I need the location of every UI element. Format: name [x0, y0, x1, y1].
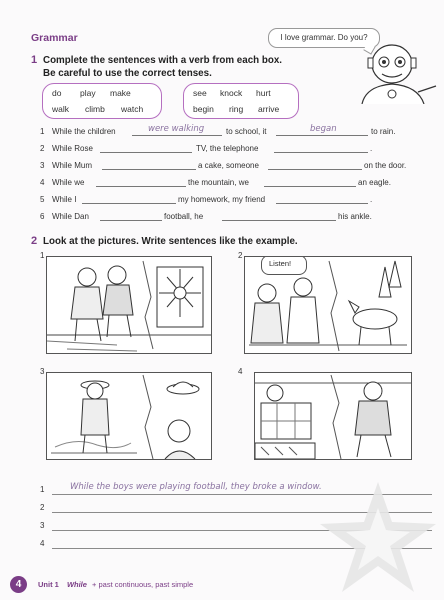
sentence-2-blank-2[interactable]: [274, 143, 368, 153]
sentence-1-part-b: to school, it: [226, 127, 267, 136]
sentence-1-part-a: While the children: [52, 127, 116, 136]
sentence-5-blank-1[interactable]: [82, 194, 176, 204]
footer-topic-rest: + past continuous, past simple: [92, 580, 194, 589]
exercise-2-number: 2: [31, 235, 38, 247]
exercise-1-instruction-line2: Be careful to use the correct tenses.: [43, 68, 212, 79]
answer-line-1-example: While the boys were playing football, they broke a window.: [70, 482, 322, 492]
verb-box2-word: hurt: [256, 88, 271, 98]
sentence-4-blank-2[interactable]: [264, 177, 356, 187]
exercise-1-instruction-line1: Complete the sentences with a verb from each box.: [43, 55, 283, 66]
picture-2-speech-text: Listen!: [269, 259, 292, 268]
sentence-6-part-b: football, he: [164, 212, 204, 221]
sentence-3-part-c: on the door.: [364, 161, 407, 170]
sentence-4-part-c: an eagle.: [358, 178, 391, 187]
sentence-4-part-a: While we: [52, 178, 85, 187]
sentence-3-part-a: While Mum: [52, 161, 93, 170]
sentence-4-part-b: the mountain, we: [188, 178, 249, 187]
picture-1-number: 1: [40, 251, 45, 260]
sentence-3-part-b: a cake, someone: [198, 161, 259, 170]
sentence-5-part-c: .: [370, 195, 373, 204]
sentence-6-part-a: While Dan: [52, 212, 89, 221]
sentence-1-answer-2: began: [310, 124, 337, 134]
answer-line-4-number: 4: [40, 539, 45, 548]
sentence-6-number: 6: [40, 212, 45, 221]
sentence-2-part-c: .: [370, 144, 373, 153]
sentence-2-part-b: TV, the telephone: [196, 144, 259, 153]
sentence-2-part-a: While Rose: [52, 144, 93, 153]
sentence-5-blank-2[interactable]: [276, 194, 368, 204]
verb-box2-word: see: [193, 88, 207, 98]
page-number-badge: 4: [10, 576, 27, 593]
verb-box1-word: play: [80, 88, 96, 98]
picture-2-number: 2: [238, 251, 243, 260]
sentence-5-part-a: While I: [52, 195, 77, 204]
answer-line-2-number: 2: [40, 503, 45, 512]
answer-line-3-number: 3: [40, 521, 45, 530]
footer-unit: Unit 1: [38, 580, 59, 589]
verb-box2-word: arrive: [258, 104, 280, 114]
section-title: Grammar: [31, 32, 78, 44]
picture-3-number: 3: [40, 367, 45, 376]
picture-1-boys-football-window: [46, 256, 212, 354]
sentence-5-part-b: my homework, my friend: [178, 195, 266, 204]
sentence-5-number: 5: [40, 195, 45, 204]
picture-4-market-scene: [254, 372, 412, 460]
sentence-2-blank-1[interactable]: [100, 143, 192, 153]
sentence-3-number: 3: [40, 161, 45, 170]
picture-4-number: 4: [238, 367, 243, 376]
sentence-4-number: 4: [40, 178, 45, 187]
sentence-6-blank-2[interactable]: [222, 211, 336, 221]
picture-2-children-wolf: [244, 256, 412, 354]
sentence-2-number: 2: [40, 144, 45, 153]
sentence-1-number: 1: [40, 127, 45, 136]
picture-3-man-ufo: [46, 372, 212, 460]
sentence-1-part-c: to rain.: [371, 127, 396, 136]
sentence-3-blank-1[interactable]: [102, 160, 196, 170]
verb-box1-word: do: [52, 88, 62, 98]
sentence-1-answer-1: were walking: [148, 124, 205, 134]
exercise-1-number: 1: [31, 54, 38, 66]
speech-bubble: I love grammar. Do you?: [268, 28, 380, 48]
sentence-3-blank-2[interactable]: [268, 160, 362, 170]
answer-line-1-number: 1: [40, 485, 45, 494]
verb-box1-word: walk: [52, 104, 70, 114]
verb-box1-word: watch: [121, 104, 144, 114]
verb-box2-word: knock: [220, 88, 243, 98]
sentence-6-part-c: his ankle.: [338, 212, 372, 221]
verb-box1-word: make: [110, 88, 131, 98]
footer-topic-italic: While: [66, 580, 87, 589]
sentence-4-blank-1[interactable]: [96, 177, 186, 187]
verb-box2-word: ring: [229, 104, 244, 114]
verb-box2-word: begin: [193, 104, 214, 114]
footer-unit-label: [38, 580, 193, 589]
verb-box1-word: climb: [85, 104, 105, 114]
exercise-2-instruction: Look at the pictures. Write sentences like the example.: [43, 236, 298, 247]
star-decoration-icon: [318, 478, 438, 596]
sentence-6-blank-1[interactable]: [100, 211, 162, 221]
